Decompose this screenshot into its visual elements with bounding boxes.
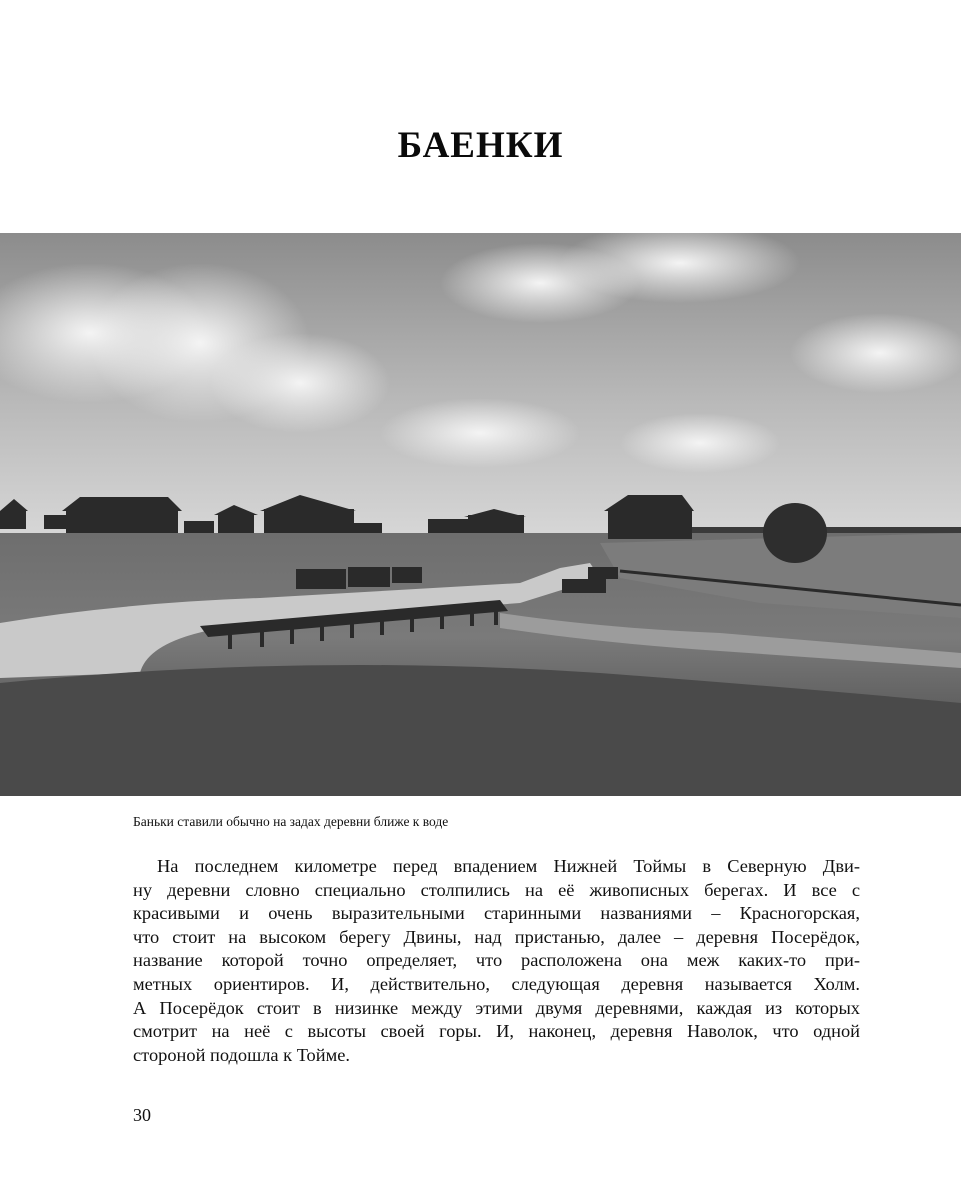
village-photo [0, 233, 961, 796]
body-line: смотрит на неё с высоты своей горы. И, наконец, деревня Наволок, что одной [133, 1021, 860, 1042]
body-line: метных ориентиров. И, действительно, следующая деревня называется Холм. [133, 973, 860, 994]
body-line: что стоит на высоком берегу Двины, над пристанью, далее – деревня Посерёдок, [133, 926, 860, 947]
body-line: название которой точно определяет, что расположена она меж каких-то при- [133, 950, 860, 971]
village-landscape-photo-image [0, 233, 961, 796]
body-line: ну деревни словно специально столпились на её живописных берегах. И все с [133, 879, 860, 900]
body-line: А Посерёдок стоит в низинке между этими двумя деревнями, каждая из которых [133, 997, 860, 1018]
photo-caption: Баньки ставили обычно на задах деревни ближе к воде [133, 814, 449, 829]
body-line: стороной подошла к Тойме. [133, 1044, 350, 1065]
body-paragraph [133, 855, 860, 1067]
chapter-title: БАЕНКИ [397, 125, 564, 166]
body-line: На последнем километре перед впадением Нижней Тоймы в Северную Дви- [157, 856, 860, 876]
body-line: красивыми и очень выразительными старинными названиями – Красногорская, [133, 903, 860, 924]
page-number: 30 [133, 1105, 151, 1125]
